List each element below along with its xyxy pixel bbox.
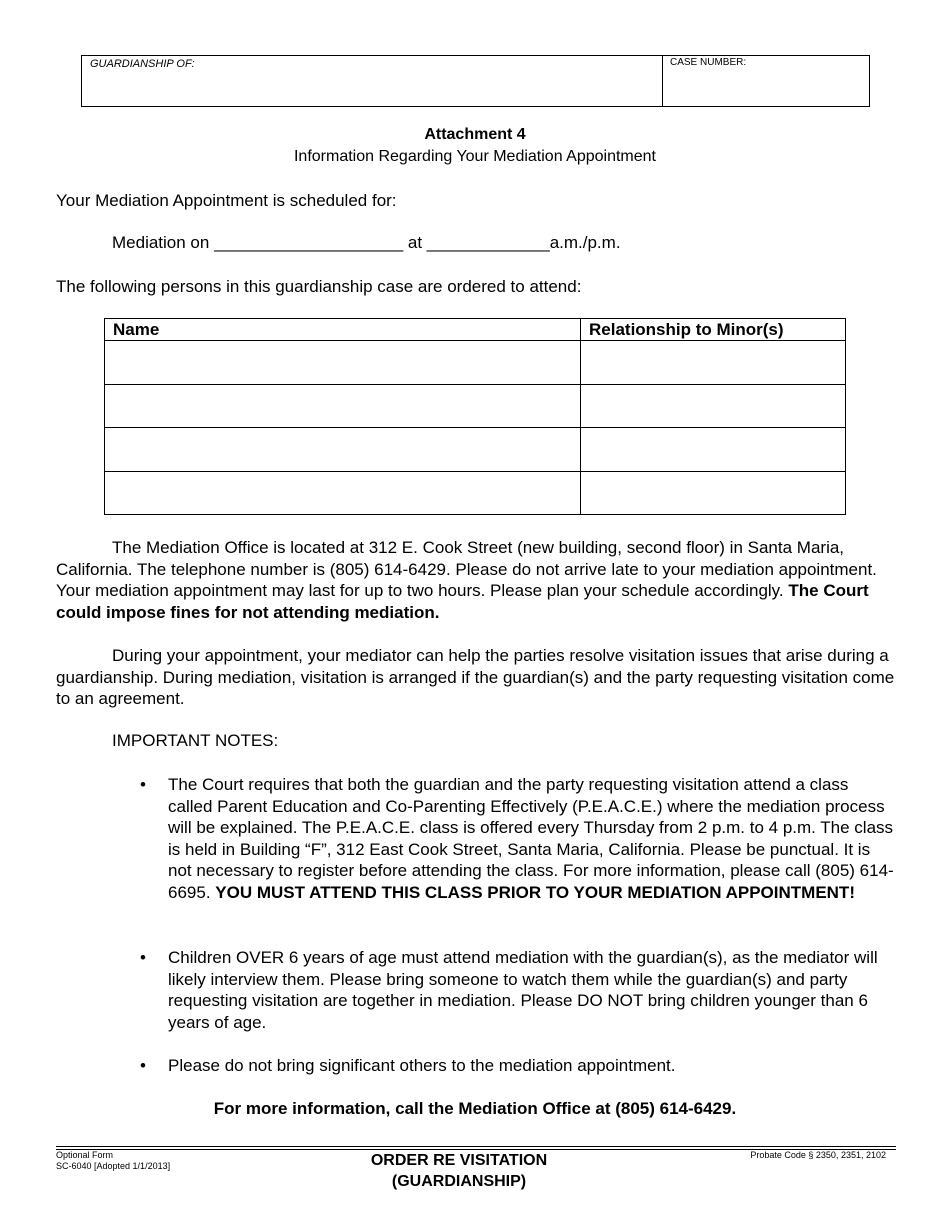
- note-text: Children OVER 6 years of age must attend mediation with the guardian(s), as the mediator will likely interview them. Please bring someone to watch them while the guardian(s) and party requesting visitation are together in mediation. Please DO NOT bring children younger than 6 years of age.: [168, 948, 878, 1032]
- case-number-field[interactable]: CASE NUMBER:: [670, 57, 747, 68]
- footer-code-reference: Probate Code § 2350, 2351, 2102: [750, 1150, 886, 1160]
- relationship-cell[interactable]: [582, 342, 844, 382]
- footer-form-type: Optional Form: [56, 1150, 114, 1160]
- table-column-divider: [580, 318, 581, 515]
- name-cell[interactable]: [106, 386, 576, 426]
- office-location-paragraph: [56, 537, 896, 623]
- note-item: [168, 947, 896, 1033]
- mediation-date-time-line[interactable]: Mediation on ____________________ at _____________a.m./p.m.: [112, 233, 621, 252]
- table-row-rule: [104, 384, 846, 385]
- bullet-icon: •: [140, 948, 146, 967]
- office-location-text: The Mediation Office is located at 312 E. Cook Street (new building, second floor) in Santa Maria, California. The telephone number is (805) 614-6429. Please do not arrive late to your mediation appointment. Your mediation appointment may last for up to two hours. Please plan your schedule accordingly.: [56, 538, 877, 600]
- column-header-relationship: Relationship to Minor(s): [589, 320, 784, 339]
- fines-warning: The Court could impose fines for not attending mediation.: [56, 581, 869, 622]
- attachment-title: Attachment 4: [424, 126, 526, 143]
- footer-title-line1: ORDER RE VISITATION: [370, 1152, 548, 1169]
- caption-divider: [662, 55, 663, 107]
- relationship-cell[interactable]: [582, 429, 844, 469]
- footer-rule: [56, 1146, 896, 1147]
- column-header-name: Name: [113, 320, 160, 339]
- name-cell[interactable]: [106, 429, 576, 469]
- appointment-paragraph: [56, 645, 896, 710]
- relationship-cell[interactable]: [582, 473, 844, 513]
- name-cell[interactable]: [106, 342, 576, 382]
- note-text: The Court requires that both the guardian and the party requesting visitation attend a class called Parent Education and Co-Parenting Effectively (P.E.A.C.E.) where the mediation process will be explained. The P.E.A.C.E. class is offered every Thursday from 2 p.m. to 4 p.m. The class is held in Building “F”, 312 East Cook Street, Santa Maria, California. Please be punctual. It is not necessary to register before attending the class. For more information, please call (805) 614-6695.: [168, 775, 894, 902]
- footer-title-line2: (GUARDIANSHIP): [391, 1173, 527, 1190]
- footer-form-id: SC-6040 [Adopted 1/1/2013]: [56, 1161, 171, 1171]
- table-header-rule: [104, 340, 846, 341]
- relationship-cell[interactable]: [582, 386, 844, 426]
- bullet-icon: •: [140, 1056, 146, 1075]
- note-item: [168, 1055, 896, 1077]
- schedule-intro: Your Mediation Appointment is scheduled for:: [56, 191, 397, 210]
- more-info-line: For more information, call the Mediation Office at (805) 614-6429.: [213, 1099, 737, 1118]
- appointment-text: During your appointment, your mediator can help the parties resolve visitation issues that arise during a guardianship. During mediation, visitation is arranged if the guardian(s) and the party requesting visitation come to an agreement.: [56, 646, 895, 708]
- attachment-subtitle: Information Regarding Your Mediation Appointment: [293, 148, 656, 165]
- guardianship-of-field[interactable]: GUARDIANSHIP OF:: [90, 58, 195, 70]
- note-emphasis: YOU MUST ATTEND THIS CLASS PRIOR TO YOUR MEDIATION APPOINTMENT!: [215, 882, 855, 902]
- table-row-rule: [104, 471, 846, 472]
- persons-intro: The following persons in this guardianship case are ordered to attend:: [56, 277, 582, 296]
- bullet-icon: •: [140, 775, 146, 794]
- name-cell[interactable]: [106, 473, 576, 513]
- table-row-rule: [104, 427, 846, 428]
- important-notes-heading: IMPORTANT NOTES:: [112, 731, 279, 750]
- caption-box: [81, 55, 870, 107]
- note-item: [168, 774, 896, 903]
- note-text: Please do not bring significant others to the mediation appointment.: [168, 1056, 676, 1075]
